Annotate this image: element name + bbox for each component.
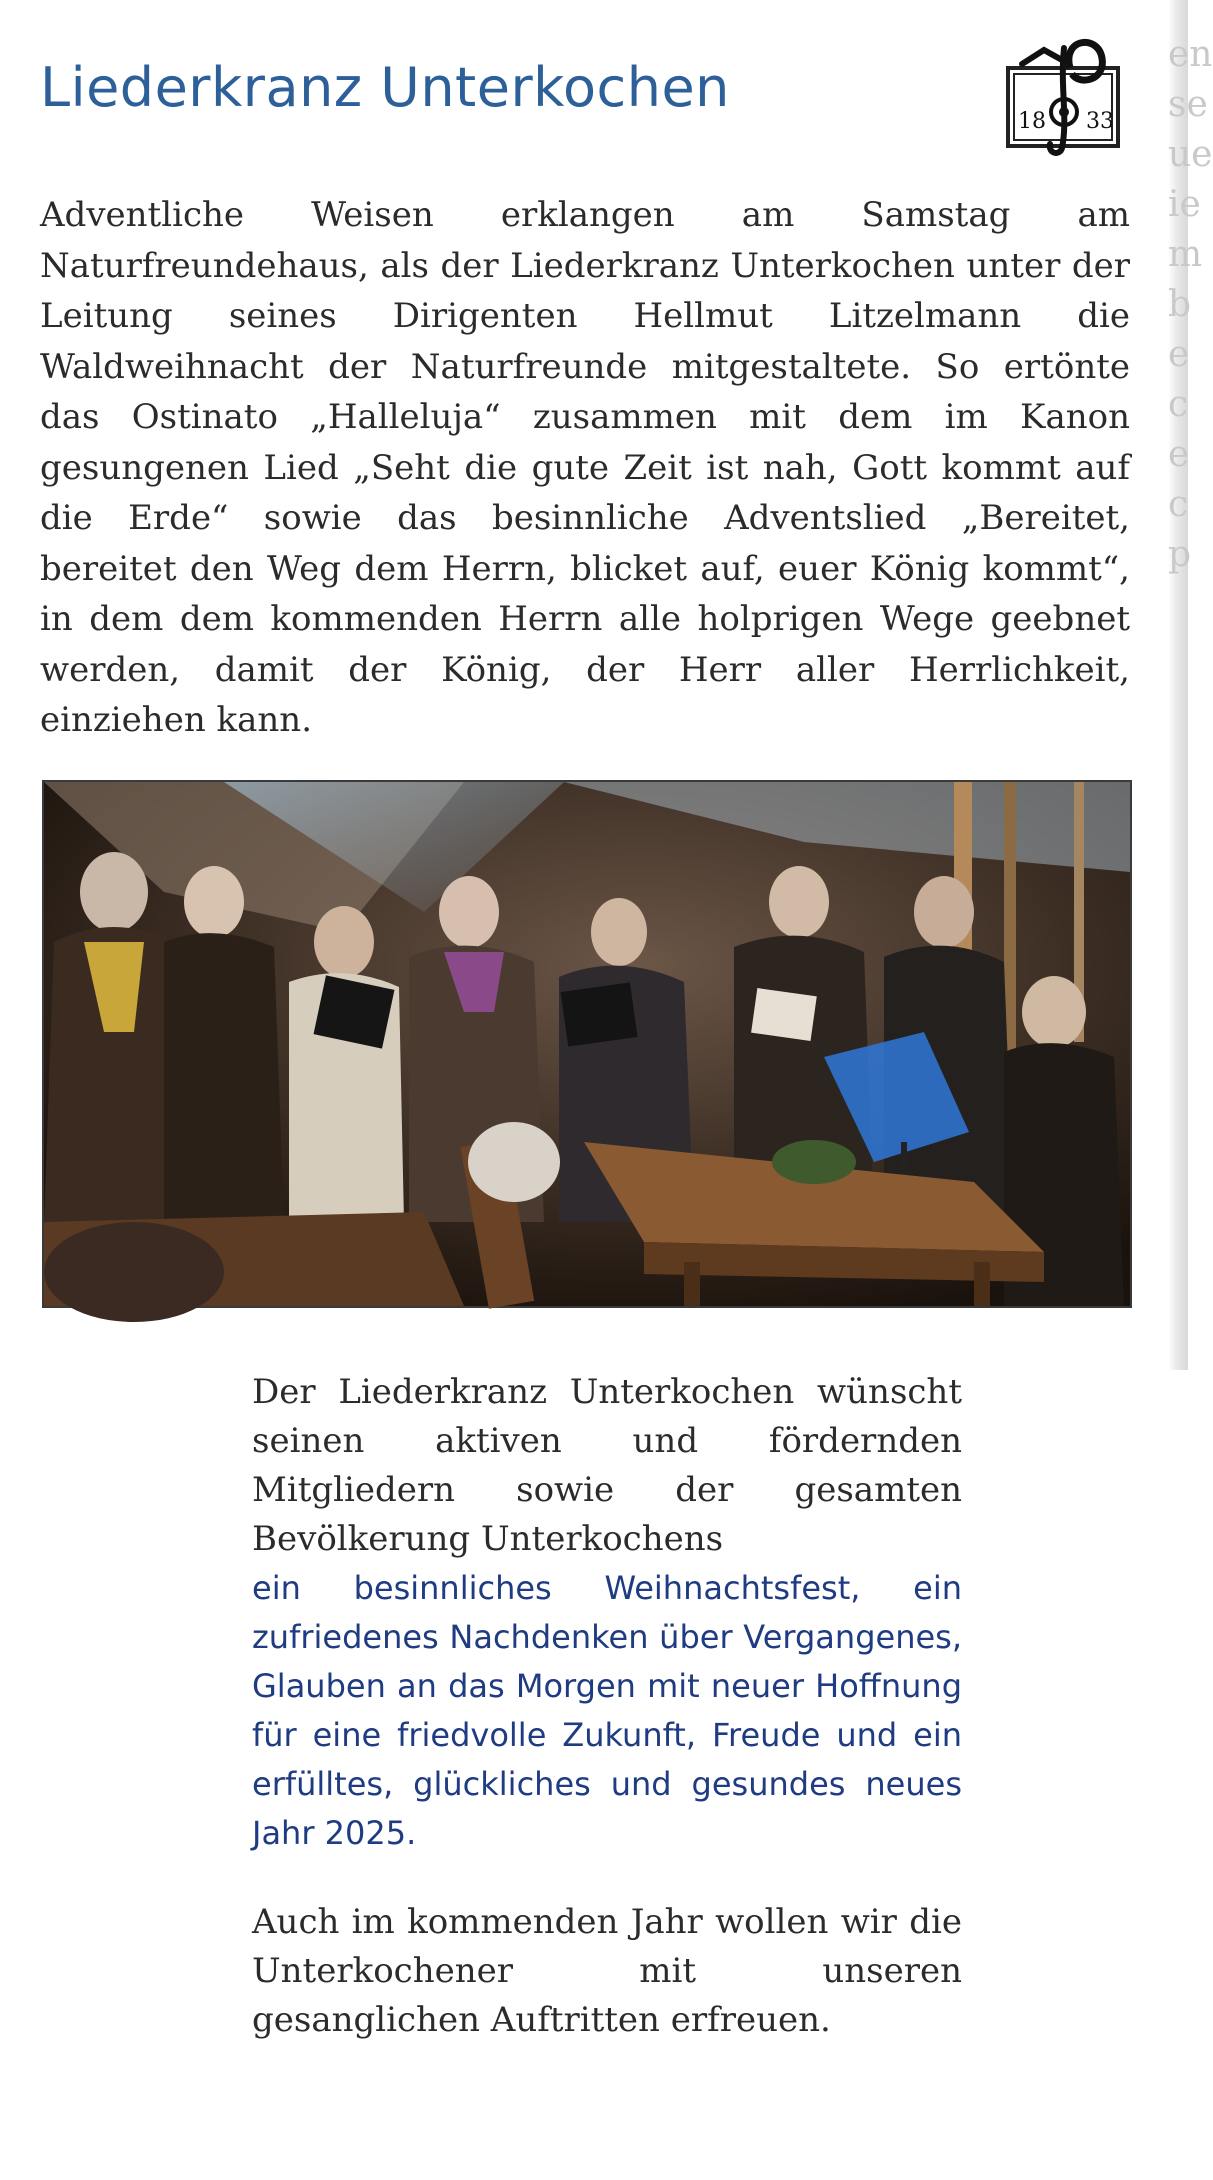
logo-year-right: 33: [1086, 109, 1114, 134]
greeting-block: [252, 1368, 962, 2045]
greeting-outro: Auch im kommenden Jahr wollen wir die Unterkochener mit unseren gesanglichen Auftritten erfreuen.: [252, 1902, 962, 2040]
greeting-wish: ein besinnliches Weihnachtsfest, ein zufriedenes Nachdenken über Vergangenes, Glauben an das Morgen mit neuer Hoffnung für eine friedvolle Zukunft, Freude und ein erfülltes, glückliches und gesundes neues Jahr 2025.: [252, 1569, 962, 1852]
greeting-lead: Der Liederkranz Unterkochen wünscht seinen aktiven und fördernden Mitgliedern sowie der gesamten Bevölkerung Unterkochens: [252, 1372, 962, 1559]
choir-photo: [42, 780, 1132, 1308]
article-title: Liederkranz Unterkochen: [40, 56, 730, 119]
logo-year-left: 18: [1018, 109, 1046, 134]
choir-logo-icon: [1002, 28, 1124, 158]
bleed-through-text: en se ue ie m b e c e c p: [1168, 34, 1213, 575]
article-body: Adventliche Weisen erklangen am Samstag am Naturfreundehaus, als der Liederkranz Unterkochen unter der Leitung seines Dirigenten Hellmut Litzelmann die Waldweihnacht der Naturfreunde mitgestaltete. So ertönte das Ostinato „Halleluja“ zusammen mit dem im Kanon gesungenen Lied „Seht die gute Zeit ist nah, Gott kommt auf die Erde“ sowie das besinnliche Adventslied „Bereitet, bereitet den Weg dem Herrn, blicket auf, euer König kommt“, in dem dem kommenden Herrn alle holprigen Wege geebnet werden, damit der König, der Herr aller Herrlichkeit, einziehen kann.: [40, 195, 1130, 740]
